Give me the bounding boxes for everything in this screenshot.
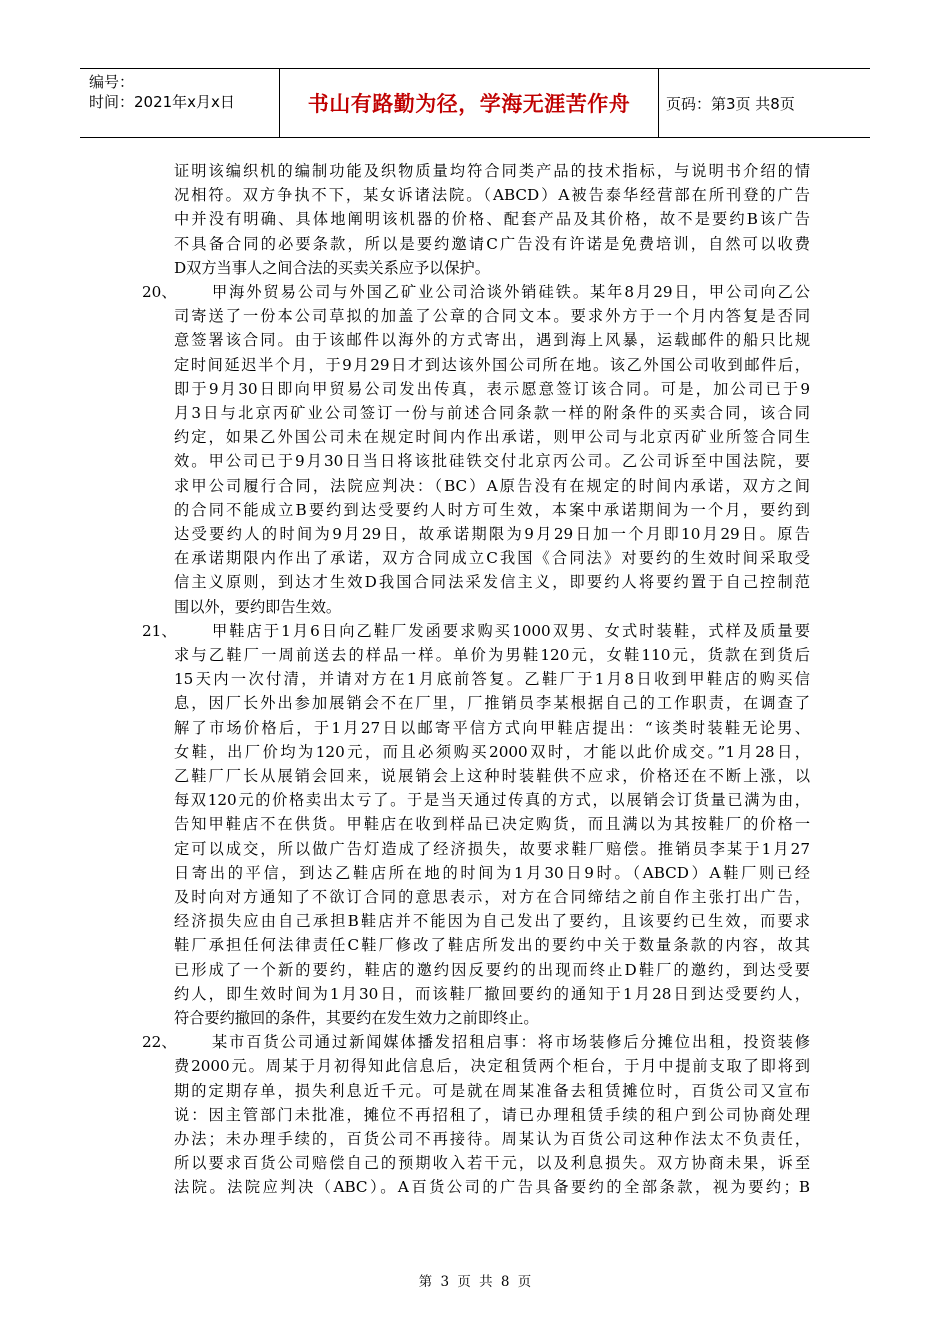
question-line: 说：因主管部门未批准，摊位不再招租了，请已办理租赁手续的租户到公司协商处理 <box>174 1105 810 1124</box>
question-line: 约人，即生效时间为1月30日，而该鞋厂撤回要约的通知于1月28日到达受要约人， <box>174 984 810 1003</box>
question-line: 日寄出的平信，到达乙鞋店所在地的时间为1月30日9时。（ABCD）A鞋厂则已经 <box>174 863 810 882</box>
question-line: 围以外，要约即告生效。 <box>174 597 342 616</box>
document-header <box>80 68 870 138</box>
question-line: 司寄送了一份本公司草拟的加盖了公章的合同文本。要求外方于一个月内答复是否同 <box>174 307 810 326</box>
question-line: 求与乙鞋厂一周前送去的样品一样。单价为男鞋120元，女鞋110元，货款在到货后 <box>174 646 810 664</box>
question-line: 的合同不能成立B要约到达受要约人时方可生效，本案中承诺期间为一个月，要约到 <box>174 500 810 519</box>
question-line: 费2000元。周某于月初得知此信息后，决定租赁两个柜台，于月中提前支取了即将到 <box>174 1057 810 1076</box>
question-line: 法院。法院应判决（ABC）。A百货公司的广告具备要约的全部条款，视为要约；B <box>174 1178 810 1197</box>
question-line: 某市百货公司通过新闻媒体播发招租启事：将市场装修后分摊位出租，投资装修 <box>212 1033 810 1052</box>
question-line: 乙鞋厂厂长从展销会回来，说展销会上这种时装鞋供不应求，价格还在不断上涨，以 <box>174 767 810 785</box>
question-line: 符合要约撤回的条件，其要约在发生效力之前即终止。 <box>174 1009 539 1027</box>
question-line: 在承诺期限内作出了承诺，双方合同成立C我国《合同法》对要约的生效时间采取受 <box>174 549 810 568</box>
question-line: 已形成了一个新的要约，鞋店的邀约因反要约的出现而终止D鞋厂的邀约，到达受要 <box>174 960 810 979</box>
question-line: 意签署该合同。由于该邮件以海外的方式寄出，遇到海上风暴，运载邮件的船只比规 <box>174 331 810 350</box>
header-number-label: 编号： <box>89 73 135 91</box>
question-line: 每双120元的价格卖出太亏了。于是当天通过传真的方式，以展销会订货量已满为由， <box>174 791 810 810</box>
question-number: 20、 <box>142 283 177 301</box>
question-line: 求甲公司履行合同，法院应判决：（BC）A原告没有在规定的时间内承诺，双方之间 <box>174 476 810 495</box>
header-divider <box>658 69 659 137</box>
header-motto: 书山有路勤为径，学海无涯苦作舟 <box>307 92 631 116</box>
question-line: 鞋厂承担任何法律责任C鞋厂修改了鞋店所发出的要约中关于数量条款的内容，故其 <box>174 936 810 955</box>
question-line: 甲海外贸易公司与外国乙矿业公司洽谈外销硅铁。某年8月29日，甲公司向乙公 <box>212 283 810 301</box>
question-line: 月3日与北京丙矿业公司签订一份与前述合同条款一样的附条件的买卖合同，该合同 <box>174 404 810 422</box>
paragraph-line: 证明该编织机的编制功能及织物质量均符合同类产品的技术指标，与说明书介绍的情 <box>174 162 810 180</box>
paragraph-line: 中并没有明确、具体地阐明该机器的价格、配套产品及其价格，故不是要约B该广告 <box>174 210 810 229</box>
paragraph-line: 不具备合同的必要条款，所以是要约邀请C广告没有许诺是免费培训，自然可以收费 <box>174 234 810 253</box>
question-line: 告知甲鞋店不在供货。甲鞋店在收到样品已决定购货，而且满以为其按鞋厂的价格一 <box>174 815 810 834</box>
question-number: 21、 <box>142 621 177 640</box>
question-number: 22、 <box>142 1033 177 1052</box>
question-line: 所以要求百货公司赔偿自己的预期收入若干元，以及利息损失。双方协商未果，诉至 <box>174 1154 810 1173</box>
paragraph-line: 况相符。双方争执不下，某女诉诸法院。（ABCD）A被告泰华经营部在所刊登的广告 <box>174 186 810 205</box>
question-line: 效。甲公司已于9月30日当日将该批硅铁交付北京丙公司。乙公司诉至中国法院，要 <box>174 452 810 471</box>
question-line: 甲鞋店于1月6日向乙鞋厂发函要求购买1000双男、女式时装鞋，式样及质量要 <box>212 621 810 640</box>
header-time-label: 时间：2021年x月x日 <box>89 93 235 111</box>
question-line: 息，因厂长外出参加展销会不在厂里，厂推销员李某根据自己的工作职责，在调查了 <box>174 694 810 713</box>
question-line: 15天内一次付清，并请对方在1月底前答复。乙鞋厂于1月8日收到甲鞋店的购买信 <box>174 670 810 689</box>
question-line: 经济损失应由自己承担B鞋店并不能因为自己发出了要约，且该要约已生效，而要求 <box>174 912 810 931</box>
paragraph-line: D双方当事人之间合法的买卖关系应予以保护。 <box>174 258 490 277</box>
question-line: 办法；未办理手续的，百货公司不再接待。周某认为百货公司这种作法太不负责任， <box>174 1130 810 1148</box>
question-line: 即于9月30日即向甲贸易公司发出传真，表示愿意签订该合同。可是，加公司已于9 <box>174 379 810 398</box>
header-page-label: 页码：第3页 共8页 <box>666 94 795 113</box>
question-line: 女鞋，出厂价均为120元，而且必须购买2000双时，才能以此价成交。”1月28日， <box>174 742 810 761</box>
question-line: 及时向对方通知了不欲订合同的意思表示，对方在合同缔结之前自作主张打出广告， <box>174 888 810 906</box>
page-footer: 第 3 页 共 8 页 <box>418 1274 532 1290</box>
question-line: 约定，如果乙外国公司未在规定时间内作出承诺，则甲公司与北京丙矿业所签合同生 <box>174 428 810 447</box>
question-line: 解了市场价格后，于1月27日以邮寄平信方式向甲鞋店提出：“该类时装鞋无论男、 <box>174 718 810 737</box>
question-line: 达受要约人的时间为9月29日，故承诺期限为9月29日加一个月即10月29日。原告 <box>174 525 810 543</box>
header-meta <box>89 72 275 112</box>
question-line: 信主义原则，到达才生效D我国合同法采发信主义，即要约人将要约置于自己控制范 <box>174 573 810 592</box>
question-line: 定时间延迟半个月，于9月29日才到达该外国公司所在地。该乙外国公司收到邮件后， <box>174 355 810 374</box>
question-line: 期的定期存单，损失利息近千元。可是就在周某准备去租赁摊位时，百货公司又宣布 <box>174 1081 810 1100</box>
question-line: 定可以成交，所以做广告灯造成了经济损失，故要求鞋厂赔偿。推销员李某于1月27 <box>174 839 810 858</box>
